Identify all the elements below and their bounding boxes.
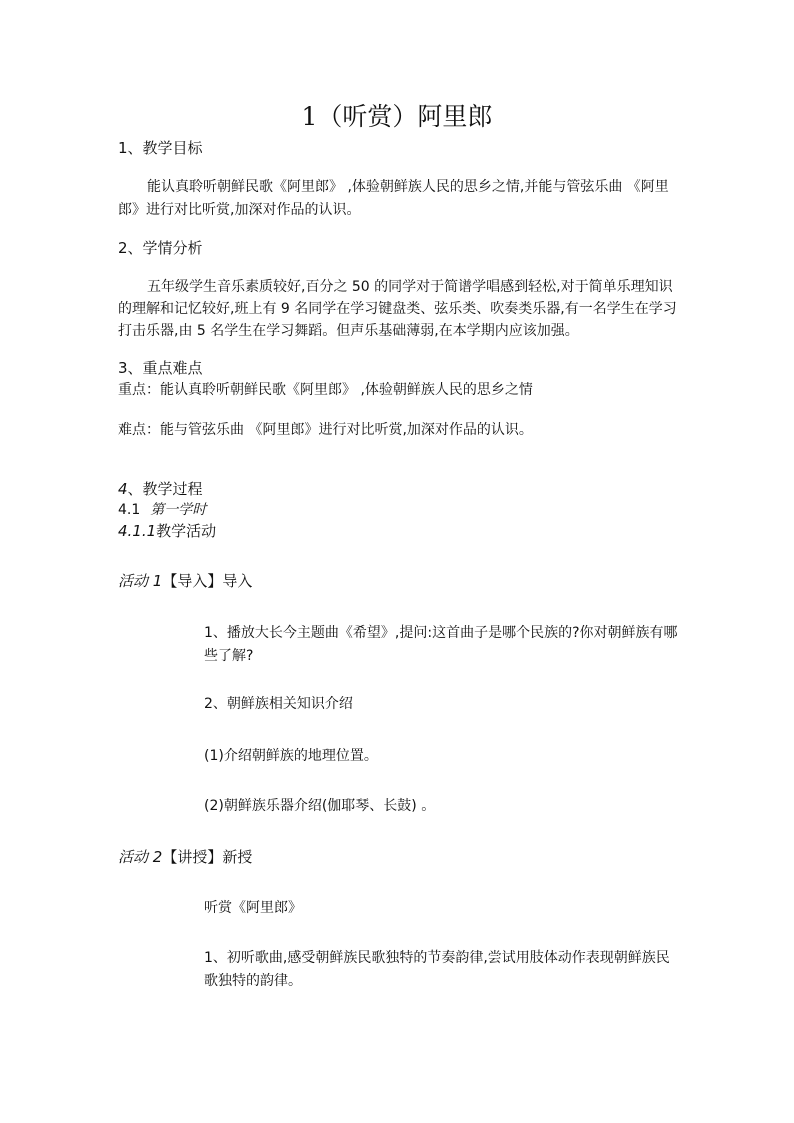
activity-2-item-2 bbox=[204, 947, 670, 993]
difficult-point-text: 难点：能与管弦乐曲 《阿里郎》进行对比听赏,加深对作品的认识。 bbox=[118, 422, 533, 438]
activity-2-item-1: 听赏《阿里郎》 bbox=[204, 900, 302, 916]
activity-2-heading bbox=[118, 847, 252, 867]
activity-2-item-2-line-1: 1、初听歌曲,感受朝鲜族民歌独特的节奏韵律,尝试用肢体动作表现朝鲜族民 bbox=[204, 950, 670, 966]
activity-1-item-3: (1)介绍朝鲜族的地理位置。 bbox=[204, 748, 378, 764]
activity-label: 【讲授】新授 bbox=[162, 848, 253, 866]
subsection-title: 第一学时 bbox=[150, 502, 207, 518]
activity-label: 【导入】导入 bbox=[162, 572, 253, 590]
section-heading-key-points: 3、重点难点 bbox=[118, 359, 203, 377]
activity-1-item-1 bbox=[204, 622, 678, 668]
activity-1-item-1-line-1: 1、播放大长今主题曲《希望》,提问:这首曲子是哪个民族的?你对朝鲜族有哪 bbox=[204, 625, 678, 641]
section-heading-analysis: 2、学情分析 bbox=[118, 239, 203, 257]
section-heading-process bbox=[118, 479, 203, 499]
activity-prefix: 活动 2 bbox=[118, 848, 163, 866]
activity-2-item-2-line-2: 歌独特的韵律。 bbox=[204, 973, 302, 989]
process-heading-number: 4 bbox=[118, 480, 128, 498]
activity-prefix: 活动 1 bbox=[118, 572, 163, 590]
process-heading-text: 、教学过程 bbox=[127, 480, 203, 498]
activity-1-item-2: 2、朝鲜族相关知识介绍 bbox=[204, 696, 353, 712]
analysis-paragraph-line-1: 五年级学生音乐素质较好,百分之 50 的同学对于简谱学唱感到轻松,对于简单乐理知识 bbox=[147, 279, 673, 295]
section-heading-goals: 1、教学目标 bbox=[118, 139, 203, 157]
key-point-text: 重点：能认真聆听朝鲜民歌《阿里郎》 ,体验朝鲜族人民的思乡之情 bbox=[118, 382, 533, 398]
goals-paragraph-line-2: 郎》进行对比听赏,加深对作品的认识。 bbox=[118, 202, 361, 218]
activity-1-item-4: (2)朝鲜族乐器介绍(伽耶琴、长鼓) 。 bbox=[204, 798, 436, 814]
analysis-paragraph-line-2: 的理解和记忆较好,班上有 9 名同学在学习键盘类、弦乐类、吹奏类乐器,有一名学生在学习 bbox=[118, 301, 677, 317]
subsection-teaching-activities bbox=[118, 521, 216, 541]
activity-1-heading bbox=[118, 571, 252, 591]
goals-paragraph-line-1: 能认真聆听朝鲜民歌《阿里郎》 ,体验朝鲜族人民的思乡之情,并能与管弦乐曲 《阿里 bbox=[147, 179, 669, 195]
subsection-number: 4.1 bbox=[118, 502, 141, 518]
subsection-first-lesson bbox=[118, 500, 206, 520]
subsection-number: 4.1.1 bbox=[118, 522, 157, 540]
subsection-title: 教学活动 bbox=[156, 522, 217, 540]
document-title: 1（听赏）阿里郎 bbox=[301, 102, 493, 131]
activity-1-item-1-line-2: 些了解? bbox=[204, 648, 254, 664]
analysis-paragraph-line-3: 打击乐器,由 5 名学生在学习舞蹈。但声乐基础薄弱,在本学期内应该加强。 bbox=[118, 323, 579, 339]
